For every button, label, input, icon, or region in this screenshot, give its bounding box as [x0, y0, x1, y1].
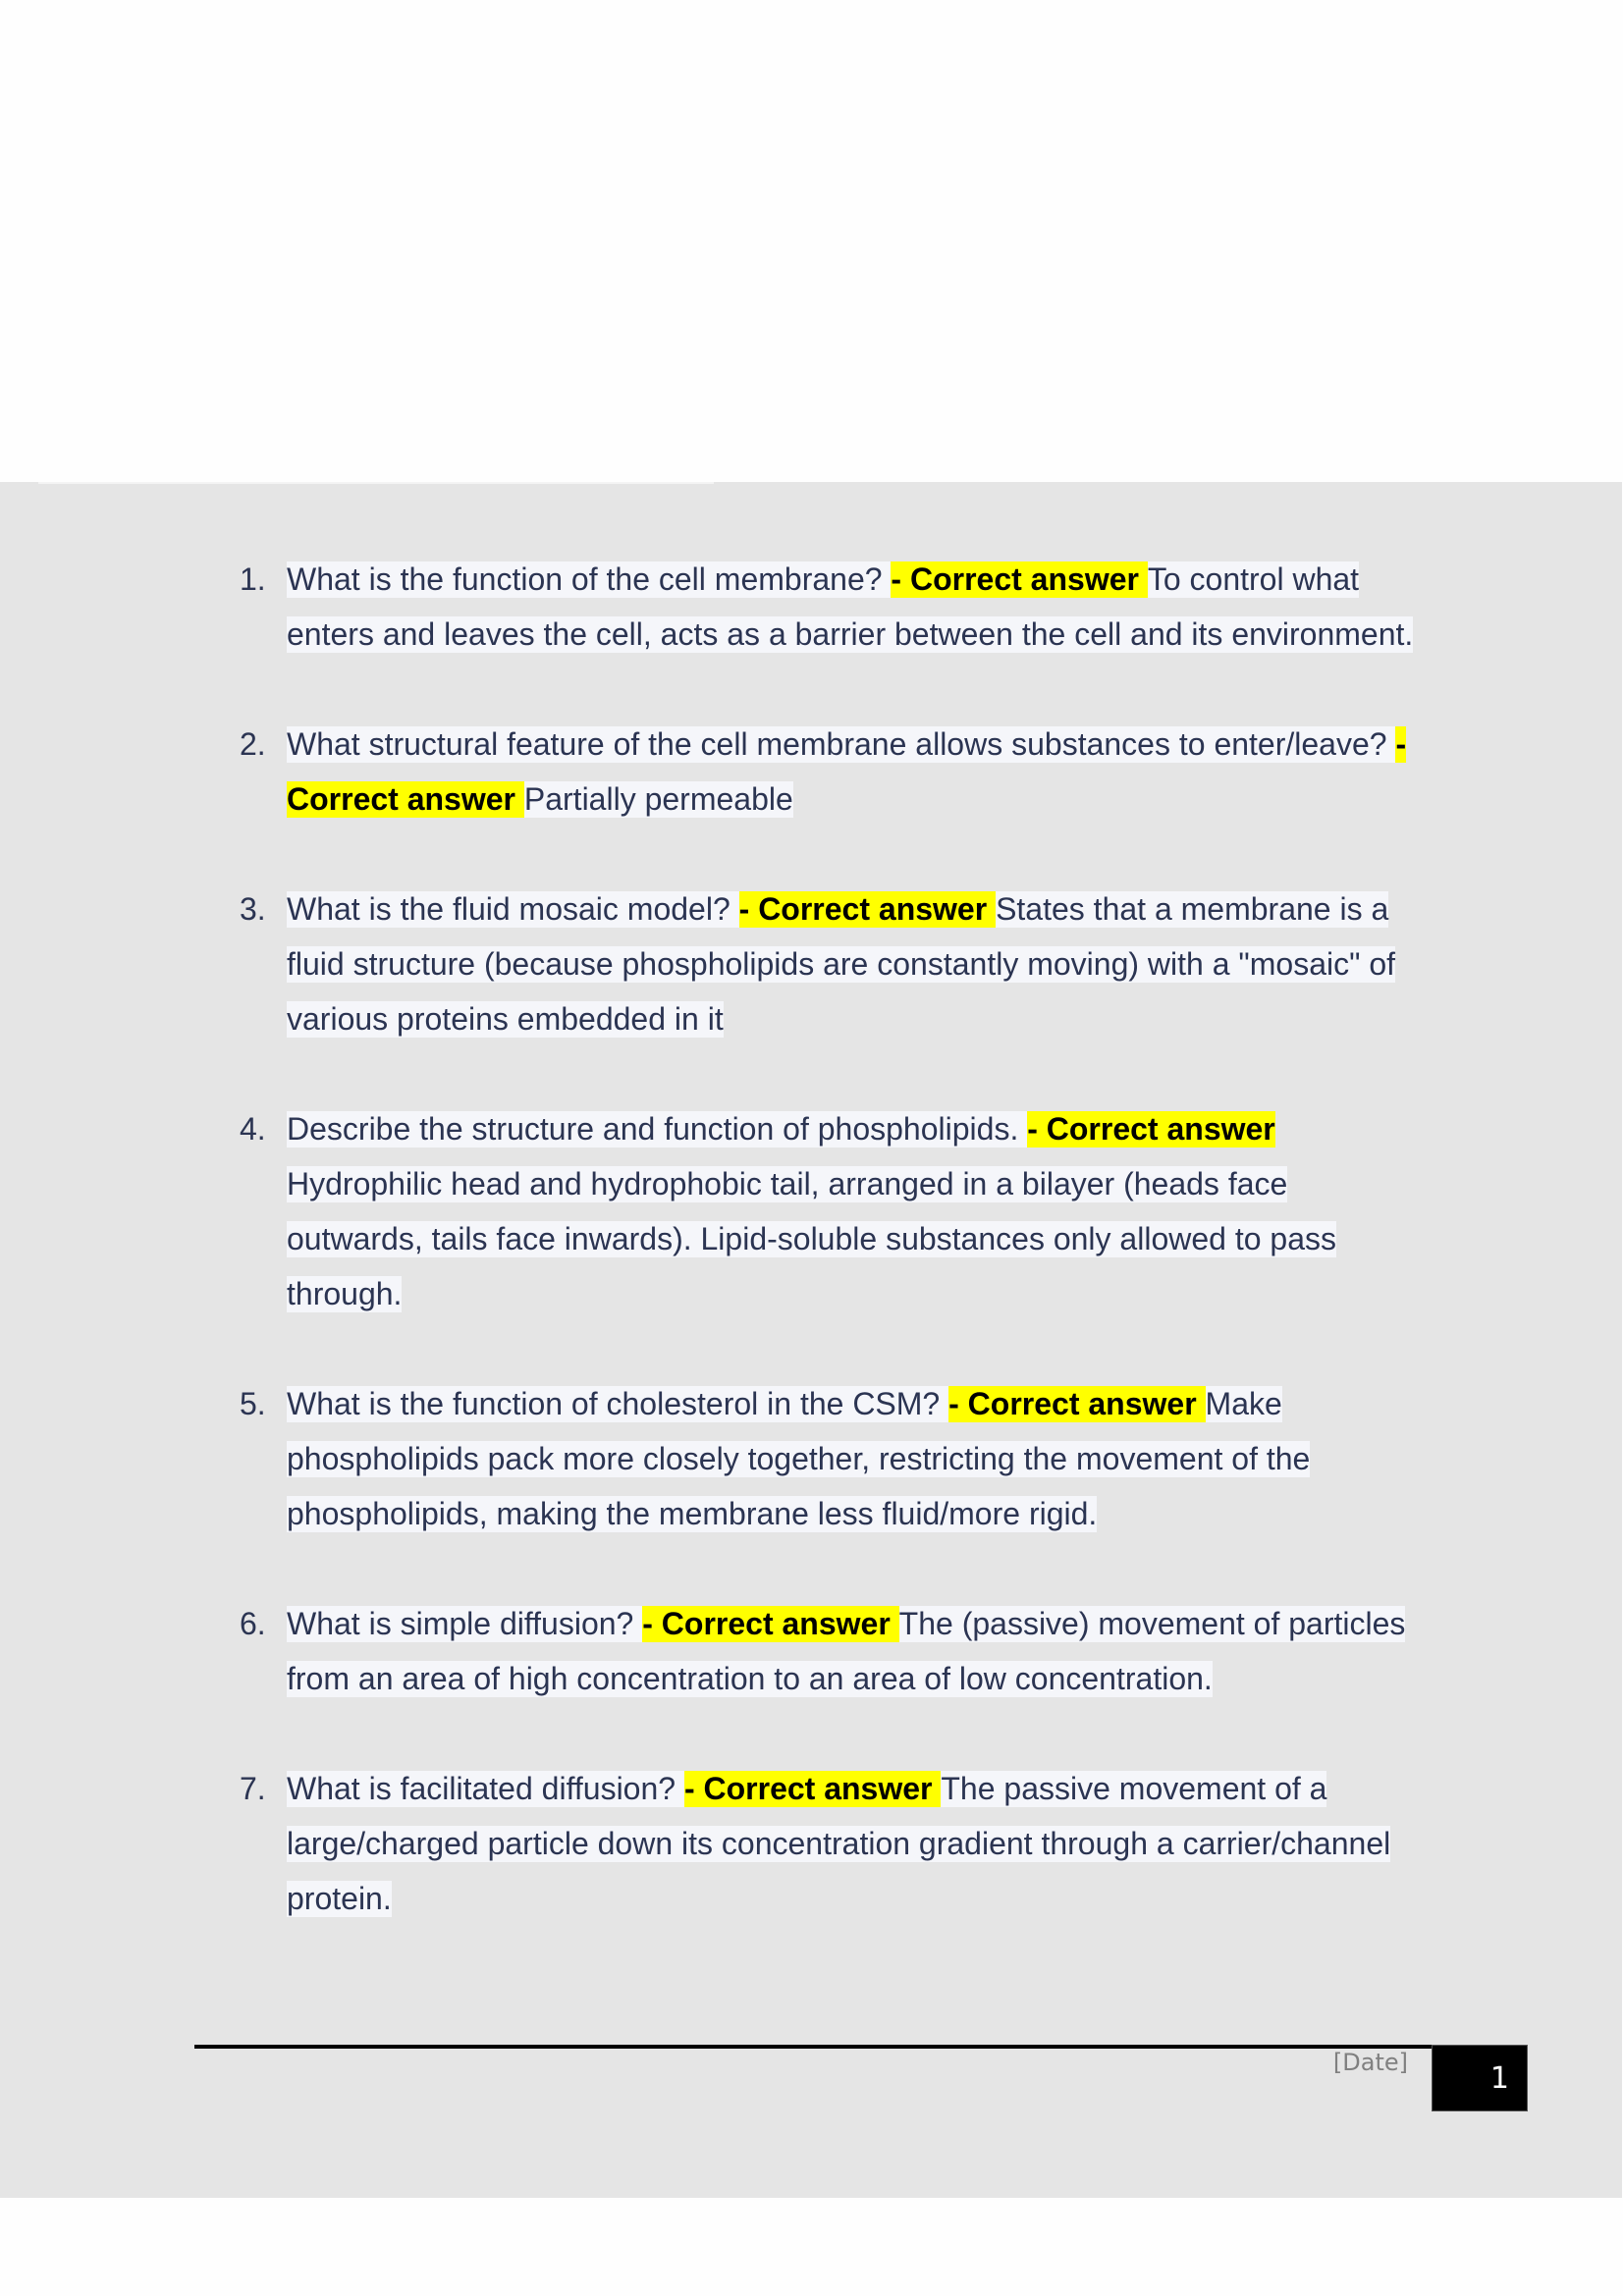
text-line [287, 1771, 1623, 1826]
question-answer-text: phospholipids pack more closely together, restricting the movement of the [287, 1441, 1311, 1476]
list-number: 3. [240, 891, 266, 927]
question-answer-text: Partially permeable [523, 781, 793, 817]
text-line [287, 1276, 1623, 1331]
text-line [287, 1826, 1623, 1881]
correct-answer-label: - Correct answer [683, 1771, 942, 1806]
question-answer-text: outwards, tails face inwards). Lipid-soluble substances only allowed to pass [287, 1221, 1336, 1256]
list-item [0, 561, 1623, 671]
page-top-edge [38, 482, 714, 484]
list-item [0, 1386, 1623, 1551]
list-number: 1. [240, 561, 266, 597]
list-number: 4. [240, 1111, 266, 1147]
list-item [0, 891, 1623, 1056]
list-item [0, 1111, 1623, 1331]
text-line [287, 781, 1623, 836]
text-line [287, 1221, 1623, 1276]
correct-answer-label: - [1395, 726, 1407, 762]
question-answer-text: from an area of high concentration to an area of low concentration. [287, 1661, 1213, 1696]
text-line [287, 1661, 1623, 1716]
correct-answer-label: - Correct answer [891, 561, 1148, 597]
text-line [287, 891, 1623, 946]
question-answer-text: Describe the structure and function of phospholipids. [287, 1111, 1028, 1147]
text-line [287, 1441, 1623, 1496]
question-answer-text: The (passive) movement of particles [898, 1606, 1406, 1641]
list-number: 6. [240, 1606, 266, 1641]
text-line [287, 1111, 1623, 1166]
question-answer-text: What is the function of cholesterol in the CSM? [287, 1386, 949, 1421]
correct-answer-label: - Correct answer [1027, 1111, 1275, 1147]
text-line [287, 1166, 1623, 1221]
text-line [287, 616, 1623, 671]
question-answer-text: What is facilitated diffusion? [287, 1771, 684, 1806]
text-line [287, 1606, 1623, 1661]
question-answer-text: Make [1205, 1386, 1282, 1421]
question-list [0, 561, 1623, 1991]
text-line [287, 561, 1623, 616]
page-number: 1 [1489, 2061, 1509, 2096]
text-line [287, 1386, 1623, 1441]
list-item [0, 1606, 1623, 1716]
text-line [287, 1881, 1623, 1936]
question-answer-text: various proteins embedded in it [287, 1001, 724, 1037]
correct-answer-label: - Correct answer [738, 891, 997, 927]
question-answer-text: To control what [1147, 561, 1360, 597]
question-answer-text: protein. [287, 1881, 392, 1916]
list-number: 7. [240, 1771, 266, 1806]
question-answer-text: States that a membrane is a [996, 891, 1389, 927]
correct-answer-label: - Correct answer [948, 1386, 1206, 1421]
footer-divider [194, 2045, 1432, 2049]
correct-answer-label: Correct answer [287, 781, 524, 817]
list-number: 2. [240, 726, 266, 762]
page-number-box [1432, 2045, 1528, 2111]
text-line [287, 1496, 1623, 1551]
text-line [287, 1001, 1623, 1056]
question-answer-text: What is the function of the cell membrane? [287, 561, 892, 597]
footer-date: [Date] [1332, 2049, 1408, 2076]
list-item [0, 1771, 1623, 1936]
question-answer-text: The passive movement of a [941, 1771, 1327, 1806]
list-number: 5. [240, 1386, 266, 1421]
question-answer-text: through. [287, 1276, 403, 1311]
question-answer-text: phospholipids, making the membrane less fluid/more rigid. [287, 1496, 1098, 1531]
correct-answer-label: - Correct answer [642, 1606, 899, 1641]
question-answer-text: What structural feature of the cell membrane allows substances to enter/leave? [287, 726, 1396, 762]
text-line [287, 726, 1623, 781]
question-answer-text: large/charged particle down its concentration gradient through a carrier/channel [287, 1826, 1391, 1861]
list-item [0, 726, 1623, 836]
question-answer-text: Hydrophilic head and hydrophobic tail, arranged in a bilayer (heads face [287, 1166, 1288, 1201]
text-line [287, 946, 1623, 1001]
question-answer-text: What is the fluid mosaic model? [287, 891, 739, 927]
question-answer-text: What is simple diffusion? [287, 1606, 643, 1641]
question-answer-text: enters and leaves the cell, acts as a barrier between the cell and its environment. [287, 616, 1414, 652]
question-answer-text: fluid structure (because phospholipids are constantly moving) with a "mosaic" of [287, 946, 1396, 982]
